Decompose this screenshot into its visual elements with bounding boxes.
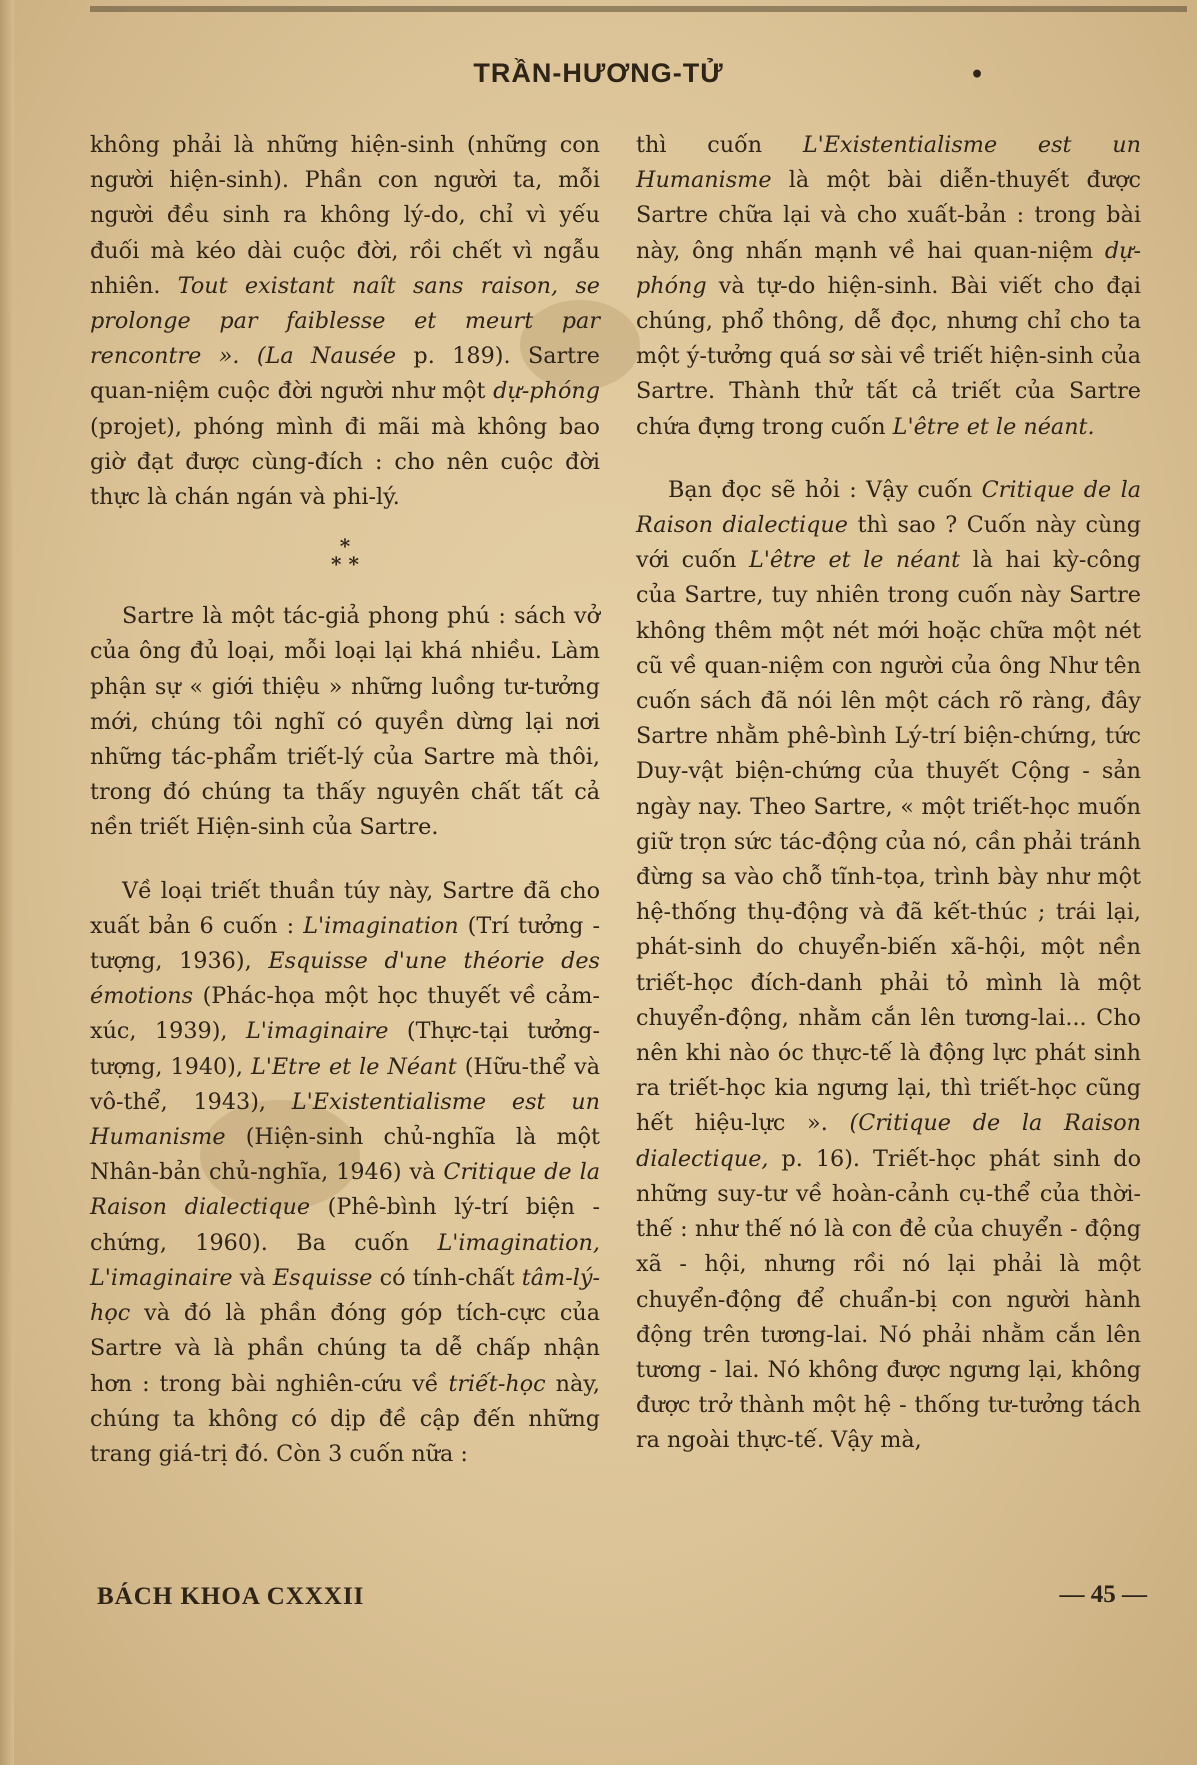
header-dot: •	[970, 62, 985, 88]
term-italic: triết-học	[448, 1370, 546, 1397]
book-title: L'imagination	[303, 912, 459, 939]
book-title: L'imaginaire	[245, 1018, 389, 1045]
text-span: có tính-chất	[372, 1264, 522, 1291]
book-title: L'Existentialisme est un Humanisme	[90, 1088, 600, 1151]
book-title: Esquisse	[272, 1264, 373, 1291]
asterisk-bottom: * *	[331, 552, 359, 577]
section-break-asterisks	[90, 534, 600, 577]
text-span: (Hữu-thể và vô-thể, 1943),	[90, 1053, 600, 1115]
text-span: p. 189). Sartre quan-niệm cuộc đời người như một	[90, 343, 600, 405]
term-italic: tâm-lý-học	[90, 1264, 600, 1327]
right-column	[636, 128, 1141, 1459]
term-italic: dự-phóng	[636, 237, 1141, 299]
asterisk-top: *	[339, 534, 351, 559]
text-span: Bạn đọc sẽ hỏi : Vậy cuốn	[668, 476, 982, 503]
paragraph-gap	[636, 445, 1141, 473]
text-span: (Phê-bình lý-trí biện - chứng, 1960). Ba cuốn	[90, 1194, 600, 1256]
page-edge-shadow	[0, 0, 14, 1765]
term-italic: dự-phóng	[493, 378, 600, 405]
text-span: thì sao ? Cuốn này cùng với cuốn	[636, 512, 1141, 574]
book-title: L'Existentialisme est un Humanisme	[636, 132, 1141, 194]
book-title: L'être et le néant.	[892, 413, 1095, 440]
text-span: là hai kỳ-công của Sartre, tuy nhiên trong cuốn này Sartre không thêm một nét mới hoặc chữa một nét cũ về quan-niệm con người của ông Như tên cuốn sách đã nói lên một cách rõ ràng, đây Sartre nhằm phê-bình Lý-trí biện-chứng, tức Duy-vật biện-chứng của thuyết Cộng - sản ngày nay. Theo Sartre, « một triết-học muốn giữ trọn sức tác-động của nó, cần phải tránh đừng sa vào chỗ tĩnh-tọa, trình bày như một hệ-thống thụ-động và đã kết-thúc ; trái lại, phát-sinh do chuyển-biến xã-hội, một nền triết-học đích-danh phải tỏ mình là một chuyển-động, nhằm cắn lên tương-lai... Cho nên khi nào óc thực-tế là động lực phát sinh ra triết-học kia ngưng lại, thì triết-học cũng hết hiệu-lực ».	[636, 547, 1141, 1137]
text-span: thì cuốn	[636, 132, 803, 158]
running-header: TRẦN-HƯƠNG-TỬ	[473, 58, 724, 88]
text-span: (projet), phóng mình đi mãi mà không bao giờ đạt được cùng-đích : cho nên cuộc đời thực là chán ngán và phi-lý.	[90, 413, 600, 511]
top-rule	[90, 6, 1187, 12]
text-span: và tự-do hiện-sinh. Bài viết cho đại chúng, phổ thông, dễ đọc, nhưng chỉ cho ta một ý-tưởng quá sơ sài về triết hiện-sinh của Sartre. Thành thử tất cả triết của Sartre chứa đựng trong cuốn	[636, 272, 1141, 440]
text-span: p. 16). Triết-học phát sinh do những suy-tư về hoàn-cảnh cụ-thể của thời-thế : như thế nó là con đẻ của chuyển - động xã - hội, nhưng rồi nó lại phải là một chuyển-động để chuẩn-bị con người hành động trên tương-lai. Nó phải nhằm cắn lên tương - lai. Nó không được ngưng lại, không được trở thành một hệ - thống tư-tưởng tách ra ngoài thực-tế. Vậy mà,	[636, 1145, 1141, 1454]
book-title: L'imagination, L'imaginaire	[90, 1229, 600, 1291]
text-span: không phải là những hiện-sinh (những con người hiện-sinh). Phần con người ta, mỗi người đều sinh ra không lý-do, chỉ vì yếu đuối mà kéo dài cuộc đời, rồi chết vì ngẫu nhiên.	[90, 132, 600, 299]
text-span: này, chúng ta không có dịp đề cập đến những trang giá-trị đó. Còn 3 cuốn nữa :	[90, 1370, 600, 1467]
right-paragraph-2	[636, 473, 1141, 1459]
paragraph-gap	[90, 846, 600, 874]
text-span: (Hiện-sinh chủ-nghĩa là một Nhân-bản chủ-nghĩa, 1946) và	[90, 1124, 600, 1186]
french-quote: Tout existant naît sans raison, se prolonge par faiblesse et meurt par rencontre ». (La Nausée	[90, 272, 600, 370]
left-column	[90, 128, 600, 1472]
left-paragraph-1	[90, 128, 600, 515]
book-title: L'Etre et le Néant	[250, 1053, 457, 1080]
text-span: và đó là phần đóng góp tích-cực của Sartre và là phần chúng ta dễ chấp nhận hơn : trong bài nghiên-cứu về	[90, 1300, 600, 1397]
right-paragraph-1	[636, 128, 1141, 445]
text-span: (Thực-tại tưởng-tượng, 1940),	[90, 1018, 600, 1080]
book-title: Esquisse d'une théorie des émotions	[90, 948, 600, 1010]
text-span: là một bài diễn-thuyết được Sartre chữa lại và cho xuất-bản : trong bài này, ông nhấn mạnh về hai quan-niệm	[636, 167, 1141, 264]
book-title: Critique de la Raison dialectique	[636, 476, 1141, 539]
text-span: (Phác-họa một học thuyết về cảm-xúc, 1939),	[90, 983, 600, 1045]
book-title: (Critique de la Raison dialectique,	[636, 1110, 1142, 1172]
journal-footer: BÁCH KHOA CXXXII	[97, 1583, 365, 1610]
text-span: Về loại triết thuần túy này, Sartre đã cho xuất bản 6 cuốn :	[90, 877, 600, 939]
text-span: (Trí tưởng - tượng, 1936),	[90, 912, 600, 975]
left-paragraph-3	[90, 874, 600, 1472]
book-title: Critique de la Raison dialectique	[90, 1159, 600, 1221]
text-span: và	[232, 1264, 273, 1291]
page-number: — 45 —	[1059, 1581, 1147, 1608]
book-title: L'être et le néant	[749, 547, 961, 574]
left-paragraph-2: Sartre là một tác-giả phong phú : sách vở của ông đủ loại, mỗi loại lại khá nhiều. Làm phận sự « giới thiệu » những luồng tư-tưởng mới, chúng tôi nghĩ có quyền dừng lại nơi những tác-phẩm triết-lý của Sartre mà thôi, trong đó chúng ta thấy nguyên chất tất cả nền triết Hiện-sinh của Sartre.	[90, 603, 600, 841]
